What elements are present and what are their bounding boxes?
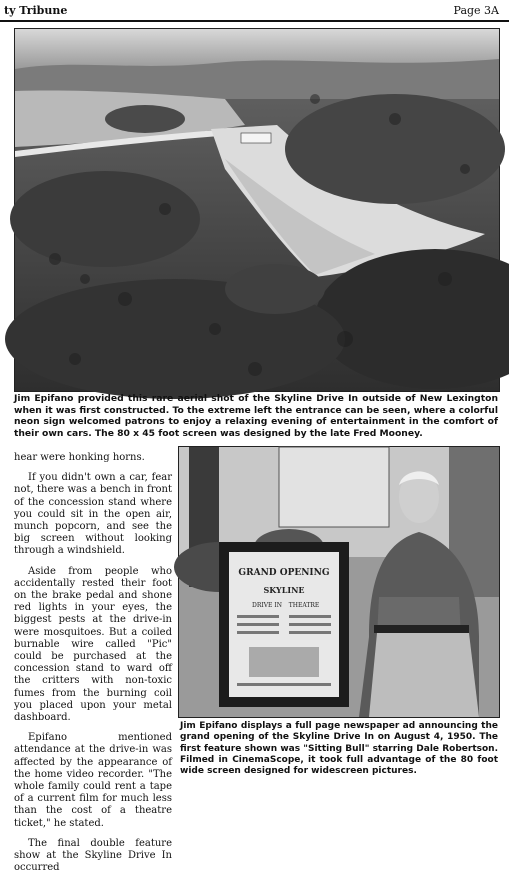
page-header	[0, 0, 509, 22]
aerial-photo	[14, 28, 500, 392]
portrait-photo	[178, 446, 500, 718]
portrait-photo-caption: Jim Epifano displays a full page newspaper ad announcing the grand opening of the Skyline Drive In on August 4, 1950. The first feature shown was "Sitting Bull" starring Dale Robertson. Filmed in CinemaScope, it took full advantage of the 80 foot wide screen designed for widescreen pictures.	[180, 721, 498, 777]
article-paragraph: If you didn't own a car, fear not, there was a bench in front of the concession stand where you could sit in the open air, munch popcorn, and see the big screen without looking through a windshield.	[14, 472, 172, 557]
aerial-photo-image	[15, 29, 499, 391]
poster-drive-in: DRIVE IN	[252, 602, 282, 609]
portrait-photo-image	[179, 447, 499, 717]
aerial-photo-caption: Jim Epifano provided this rare aerial shot of the Skyline Drive In outside of New Lexington when it was first constructed. To the extreme left the entrance can be seen, where a colorful neon sign welcomed patrons to enjoy a relaxing evening of entertainment in the comfort of their own cars. The 80 x 45 foot screen was designed by the late Fred Mooney.	[14, 393, 498, 439]
newspaper-name: ty Tribune	[4, 4, 68, 17]
poster-skyline: SKYLINE	[263, 585, 305, 595]
article-column	[14, 452, 172, 874]
poster-theatre: THEATRE	[288, 602, 320, 609]
page-number: Page 3A	[453, 4, 499, 17]
poster-grand-opening: GRAND OPENING	[238, 568, 330, 578]
article-paragraph: Aside from people who accidentally rested their foot on the brake pedal and shone red lights in your eyes, the biggest pests at the drive-in were mosquitoes. But a coiled burnable wire called "Pic" could be purchased at the concession stand to ward off the critters with non-toxic fumes from the burning coil you placed upon your metal dashboard.	[14, 565, 172, 724]
article-paragraph: hear were honking horns.	[14, 452, 145, 463]
article-paragraph: Epifano mentioned attendance at the drive-in was affected by the appearance of the home video recorder. "The whole family could rent a tape of a current film for much less than the cost of a theatre ticket," he stated.	[14, 732, 172, 829]
article-paragraph: The final double feature show at the Skyline Drive In occurred	[14, 837, 172, 874]
